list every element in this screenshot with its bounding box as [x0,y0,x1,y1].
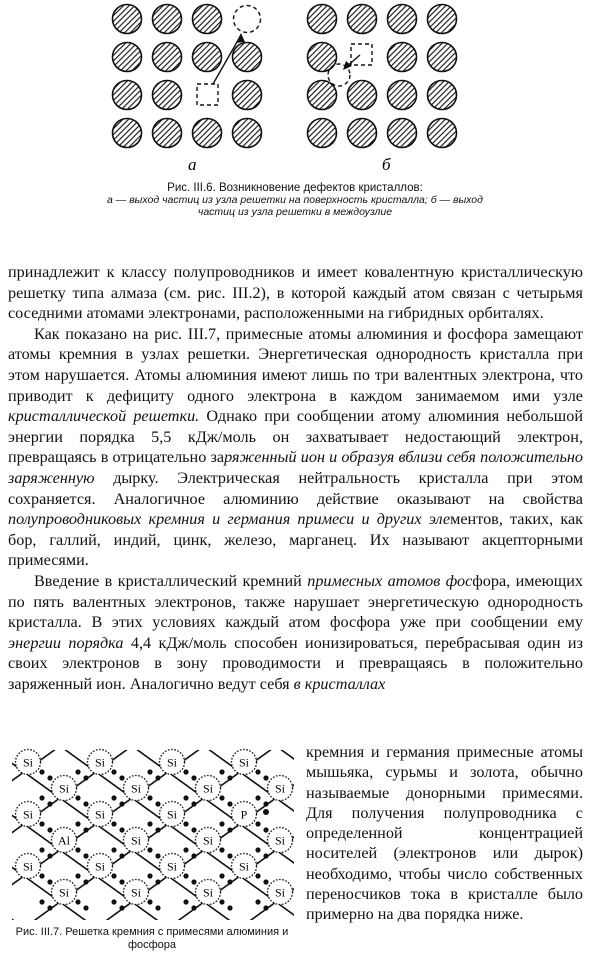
figure-panel-b [308,5,457,148]
atom-si: Si [274,833,286,848]
atom-si: Si [202,781,214,796]
atom [388,43,417,72]
figure-2-caption: Рис. III.7. Решетка кремния с примесями алюминия и фосфора [15,926,289,951]
atom [348,5,377,34]
paragraph-2-emph-1: кристаллической решетки. [8,407,200,426]
bond-electron [255,873,260,878]
atom-si: Si [166,859,178,874]
atom-si: Si [130,833,142,848]
paragraph-2-text-1: Как показано на рис. III.7, примесные атомы алюминия и фосфора замещают атомы кремния в узлах решетки. Энергетическая однородность кристалла при этом нарушается. Атомы алюминия имеют лишь по три валентных электрона, что приводит к дефициту одного электрона в каждом занимаемом ими узле [8,324,583,405]
atom [348,81,377,110]
side-text [306,742,583,925]
bond-electron [227,879,232,884]
bond-electron [255,821,260,826]
bond-electron [83,905,88,910]
atom-si: Si [274,781,286,796]
atom [233,81,262,110]
bond-electron [183,899,188,904]
main-text [8,262,583,694]
bond-electron [263,827,268,832]
panel-b-label: б [382,155,391,174]
bond-electron [147,795,152,800]
bond-electron [155,905,160,910]
bond-electron [263,775,268,780]
atom [428,43,457,72]
bond-electron [263,801,268,806]
bond-electron [155,775,160,780]
bond-electron [39,769,44,774]
bond-electron [191,879,196,884]
bond-electron [191,801,196,806]
vacancy-surface [234,6,261,33]
atom [153,81,182,110]
atom-si: Si [166,755,178,770]
bond-electron [39,899,44,904]
bond-electron [183,795,188,800]
bond-electron [39,821,44,826]
bond-electron [147,899,152,904]
bond-electron [155,827,160,832]
bond-electron [83,827,88,832]
atom [348,119,377,148]
bond-electron [47,827,52,832]
bond-electron [119,853,124,858]
bond-electron [47,905,52,910]
bond-electron [183,873,188,878]
bond-electron [83,801,88,806]
bond-electron [147,821,152,826]
figure-panel-a [113,5,262,148]
bond-electron [39,847,44,852]
atom [113,119,142,148]
arrow-head [236,33,245,43]
bond-electron [191,775,196,780]
atom [193,119,222,148]
bond-electron [75,873,80,878]
atom-si: Si [22,807,34,822]
bond-electron [119,801,124,806]
bond-electron [75,769,80,774]
bond-electron [219,795,224,800]
bond-electron [191,905,196,910]
bond-electron [227,853,232,858]
bond-electron [119,879,124,884]
bond-electron [219,873,224,878]
bond-electron [111,795,116,800]
paragraph-3-text-3: 4,4 кДж/моль способен ионизироваться, перебрасывая один из своих электронов в зону проводимости и превращаясь в положительно заряженный ион. Аналогично ведут себя [8,633,583,693]
bond-electron [227,905,232,910]
figure-1-caption [100,182,490,218]
atom [428,119,457,148]
atom [153,43,182,72]
bond-electron [255,899,260,904]
bond-electron [47,879,52,884]
atom [113,81,142,110]
bond-electron [83,879,88,884]
bond-electron [111,899,116,904]
bond-electron [83,775,88,780]
atom [428,5,457,34]
bond-electron [155,801,160,806]
atom [428,81,457,110]
bond-electron [47,775,52,780]
atom [308,5,337,34]
paragraph-3-text-2: фора, имеющих по пять валентных электронов, также нарушает энергетическую однородность кристалла. В этих условиях каждый атом фосфора уже при сообщении ему [8,571,583,632]
bond-electron [119,775,124,780]
paragraph-3 [8,571,583,695]
paragraph-1: принадлежит к классу полупроводников и имеет ковалентную кристаллическую решетку типа алмаза (см. рис. III.2), в которой каждый атом связан с четырьмя соседними атомами электронами, расположенными на гибридных орбиталях. [8,263,583,323]
atom [388,119,417,148]
bond-electron [227,801,232,806]
atom-si: Si [238,859,250,874]
atom-al: Al [58,833,70,848]
bond-electron [111,769,116,774]
atom-si: Si [94,859,106,874]
bond-electron [111,847,116,852]
atom-si: Si [130,781,142,796]
paragraph-3-emph-1: примесных атомов фос [307,571,473,590]
bond-electron [263,853,268,858]
atom-si: Si [94,755,106,770]
atom [388,81,417,110]
atom [233,43,262,72]
bond-electron [191,853,196,858]
atom [388,5,417,34]
paragraph-2-emph-2: ряженный ион и образуя вблизи себя положительно заряженную [8,448,584,487]
paragraph-3-emph-3: в кристаллах [293,674,386,693]
bond-electron [75,821,80,826]
atom [308,119,337,148]
paragraph-3-text-1: Введение в кристаллический кремний [34,571,308,590]
figure-crystal-defects [100,0,480,175]
bond-electron [75,847,80,852]
bond-electron [191,827,196,832]
bond-electron [147,847,152,852]
atom-si: Si [22,755,34,770]
atom-si: Si [58,781,70,796]
bond-electron [147,873,152,878]
bond-electron [47,853,52,858]
atom [193,5,222,34]
atom-si: Si [166,807,178,822]
figure-1-caption-title: Рис. III.6. Возникновение дефектов кристаллов: [167,182,423,194]
bond-electron [111,821,116,826]
bond-electron [255,769,260,774]
paragraph-2-text-4: ментов, таких, как бор, галлий, индий, цинк, железо, марганец. Их называют акцепторными примесями. [8,510,584,570]
vacancy-site [351,44,372,65]
bond-electron [155,879,160,884]
atom-si: Si [202,833,214,848]
atom [308,81,337,110]
bond-electron [219,847,224,852]
bond-electron [47,801,52,806]
bond-electron [227,827,232,832]
bond-electron [39,795,44,800]
paragraph-3-emph-2: энергии порядка [8,633,124,652]
bond-electron [111,873,116,878]
bond-electron [263,879,268,884]
bond-electron [119,827,124,832]
bond-electron [39,873,44,878]
bond-electron [219,899,224,904]
bond-electron [75,795,80,800]
atom [113,43,142,72]
bond-electron [219,769,224,774]
figure-silicon-lattice [8,746,298,924]
bond-electron [183,847,188,852]
bond-electron [147,769,152,774]
atom-si: Si [130,885,142,900]
bond-electron [155,853,160,858]
figure-1-caption-desc: а — выход частиц из узла решетки на поверхность кристалла; б — выход частиц из узла решетки в междоузлие [107,194,483,218]
bond-electron [255,795,260,800]
atom [233,119,262,148]
bond-electron [119,905,124,910]
paragraph-2-text-2: Однако при сообщении атому алюминия небольшой энергии порядка 5,5 кДж/моль он захватывает недостающий электрон, превращаясь в отрицательно за [8,407,584,467]
atom-si: Si [274,885,286,900]
paragraph-2-text-3: дырку. Электрическая нейтральность кристалла при этом сохраняется. Аналогичное алюминию действие оказывают на свойства [8,468,583,508]
vacancy-site [197,84,218,105]
bond-electron [183,769,188,774]
paragraph-2 [8,324,583,571]
atom-si: Si [202,885,214,900]
panel-a-label: а [188,155,197,174]
bond-electron [227,775,232,780]
lattice-atoms [16,750,293,905]
paragraph-3-continued: кремния и германия примесные атомы мышьяка, сурьмы и золота, обычно называемые донорными примесями. Для получения полупроводника с определенной концентрацией носителей (электронов или дырок) необходимо, чтобы число собственных переносчиков тока в кристалле было примерно на два порядка ниже. [306,743,583,924]
paragraph-2-emph-3: полупроводниковых кремния и германия примеси и других эле [8,510,451,529]
bond-line [8,746,21,924]
bond-electron [263,905,268,910]
bond-electron [255,847,260,852]
bond-electron [183,821,188,826]
bond-electron [83,853,88,858]
lattice-bonds [8,746,298,924]
bond-electron [219,821,224,826]
atom-p: P [240,807,248,822]
atom [153,119,182,148]
atom-si: Si [58,885,70,900]
free-electron [263,809,269,815]
atom [193,43,222,72]
atom [113,5,142,34]
atom-si: Si [22,859,34,874]
atom-si: Si [94,807,106,822]
atom-si: Si [238,755,250,770]
atom [153,5,182,34]
bond-electron [75,899,80,904]
